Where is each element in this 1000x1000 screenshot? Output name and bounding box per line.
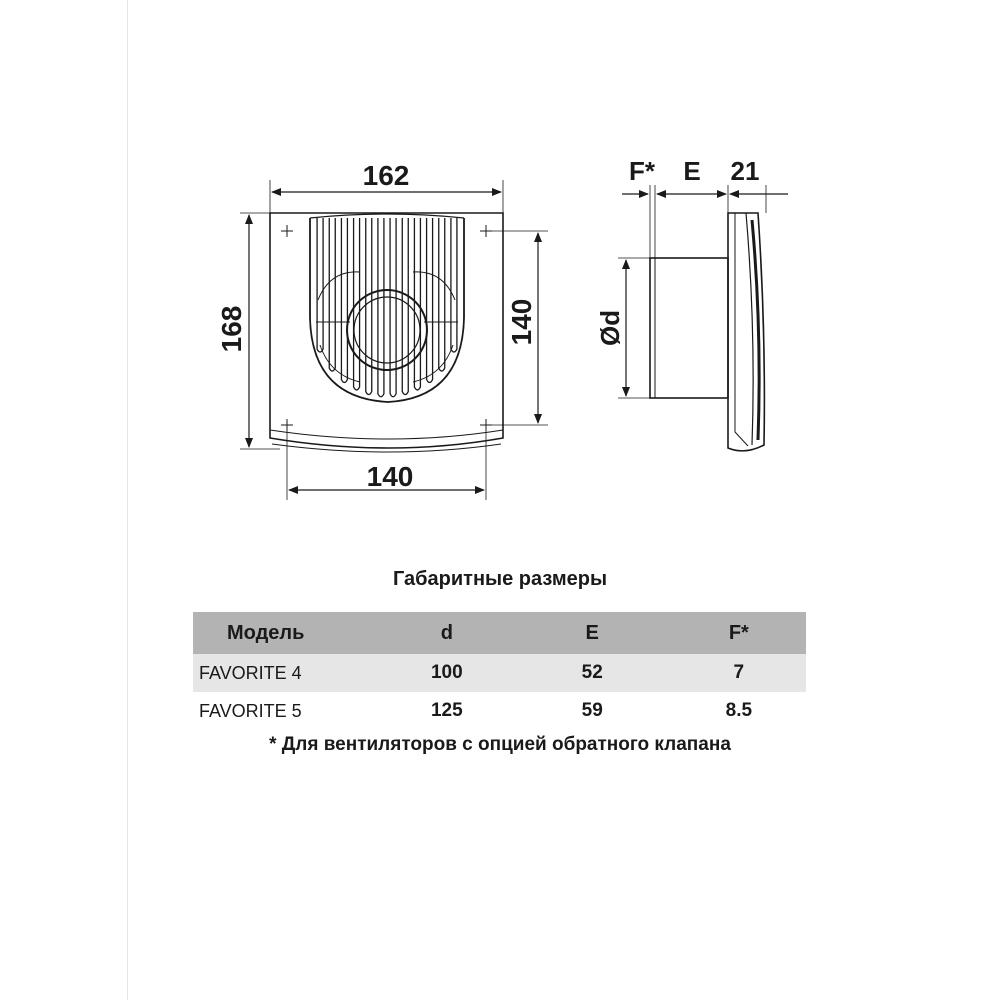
table-row	[193, 654, 806, 692]
front-height-label: 168	[216, 305, 247, 353]
dimensions-table	[193, 612, 806, 730]
row-f: 7	[733, 662, 745, 683]
grille-slat	[402, 218, 408, 395]
table-row	[193, 692, 806, 730]
front-view	[270, 213, 503, 452]
table-header-row	[193, 612, 806, 654]
row-d: 100	[430, 662, 463, 683]
grille-slat	[427, 218, 433, 383]
side-f-label: F*	[629, 156, 655, 186]
front-panel-outline	[270, 213, 503, 448]
grille-slat	[341, 218, 347, 383]
grille-outline	[310, 218, 464, 402]
grille-slat	[451, 218, 457, 352]
row-d: 125	[430, 700, 463, 721]
hole-spacing-v-label: 140	[506, 298, 537, 346]
hole-spacing-h-label: 140	[366, 461, 414, 492]
row-e: 52	[581, 662, 603, 683]
grille-slat	[317, 218, 323, 352]
mounting-holes	[281, 225, 492, 431]
header-d: d	[440, 621, 453, 644]
header-e: E	[585, 621, 599, 644]
grille-slat	[329, 218, 335, 371]
fan-blades	[316, 272, 458, 382]
front-width-label: 162	[362, 160, 410, 191]
fan-hub-inner	[354, 297, 420, 363]
side-view	[650, 213, 764, 451]
row-f: 8.5	[725, 700, 753, 721]
side-panel-face	[746, 213, 753, 445]
side-diameter-label: Ød	[595, 309, 625, 347]
side-panel-back	[735, 213, 748, 446]
front-panel-lower-curve	[270, 430, 503, 439]
header-f: F*	[728, 621, 749, 644]
side-duct-spigot	[650, 258, 728, 398]
grille-top	[310, 214, 464, 218]
grille-slat	[366, 218, 372, 395]
grille-slat	[439, 218, 445, 371]
footnote: * Для вентиляторов с опцией обратного клапана	[269, 734, 731, 755]
header-model: Модель	[227, 621, 305, 644]
row-model: FAVORITE 4	[199, 662, 302, 683]
side-e-label: E	[683, 156, 701, 186]
row-e: 59	[581, 700, 603, 721]
table-title: Габаритные размеры	[392, 568, 608, 590]
side-depth-label: 21	[730, 156, 760, 186]
mounting-hole-top-left	[281, 225, 293, 237]
row-model: FAVORITE 5	[199, 700, 302, 721]
